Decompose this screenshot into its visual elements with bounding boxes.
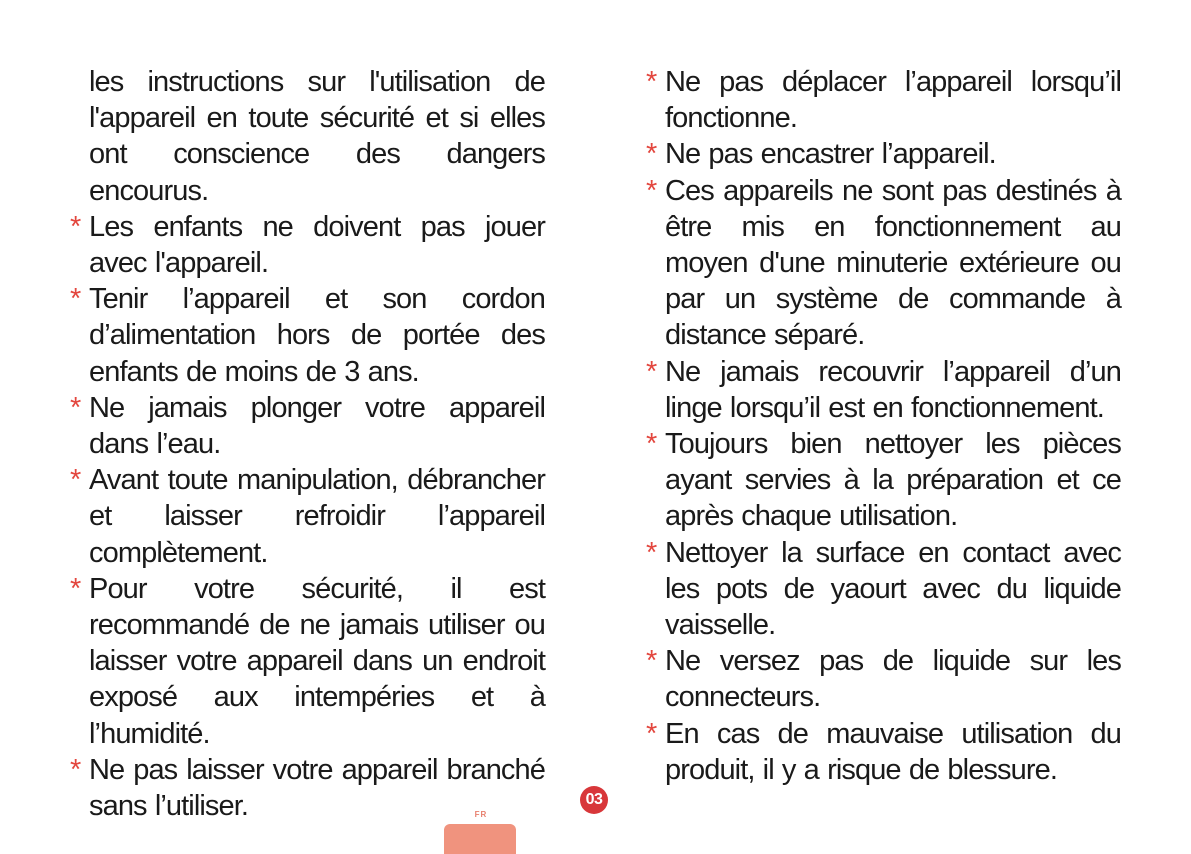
instruction-text: Ces appareils ne sont pas destinés à être mis en fonctionnement au moyen d'une minuterie extérieure ou par un système de commande à distance séparé. <box>665 174 1121 352</box>
instruction-item <box>70 64 545 209</box>
language-label: FR <box>474 810 488 819</box>
asterisk-bullet: * <box>646 428 657 461</box>
instruction-item <box>646 136 1121 172</box>
asterisk-bullet: * <box>70 572 81 605</box>
instruction-text: Ne jamais recouvrir l’appareil d’un linge lorsqu’il est en fonctionnement. <box>665 355 1121 424</box>
asterisk-bullet: * <box>70 283 81 316</box>
instruction-item <box>646 173 1121 354</box>
instruction-text: les instructions sur l'utilisation de l'appareil en toute sécurité et si elles ont conscience des dangers encourus. <box>89 66 545 207</box>
instruction-item <box>70 571 545 752</box>
asterisk-bullet: * <box>70 210 81 243</box>
asterisk-bullet: * <box>70 464 81 497</box>
page-number-badge: 03 <box>580 786 608 814</box>
instruction-item <box>646 643 1121 715</box>
instruction-text: Pour votre sécurité, il est recommandé de ne jamais utiliser ou laisser votre appareil dans un endroit exposé aux intempéries et à l’humidité. <box>89 572 545 750</box>
asterisk-bullet: * <box>646 536 657 569</box>
instruction-item <box>70 462 545 571</box>
instruction-text: Ne pas laisser votre appareil branché sans l’utiliser. <box>89 753 545 823</box>
instruction-item <box>646 535 1121 644</box>
asterisk-bullet: * <box>70 753 81 786</box>
instruction-text: Ne versez pas de liquide sur les connecteurs. <box>665 645 1121 714</box>
asterisk-bullet: * <box>646 645 657 678</box>
instruction-item <box>646 64 1121 136</box>
asterisk-bullet: * <box>646 174 657 207</box>
asterisk-bullet: * <box>646 66 657 98</box>
instruction-text: Les enfants ne doivent pas jouer avec l'appareil. <box>89 210 545 280</box>
instruction-text: Nettoyer la surface en contact avec les pots de yaourt avec du liquide vaisselle. <box>665 536 1121 642</box>
instruction-item <box>70 209 545 281</box>
asterisk-bullet: * <box>70 391 81 424</box>
instruction-item <box>646 354 1121 426</box>
instruction-text: En cas de mauvaise utilisation du produit, il y a risque de blessure. <box>665 717 1121 786</box>
instruction-text: Ne jamais plonger votre appareil dans l’eau. <box>89 391 545 461</box>
left-column <box>70 64 545 824</box>
asterisk-bullet: * <box>646 138 657 171</box>
instruction-text: Ne pas déplacer l’appareil lorsqu’il fonctionne. <box>665 66 1121 135</box>
instruction-item <box>70 390 545 462</box>
asterisk-bullet: * <box>646 717 657 750</box>
instruction-text: Ne pas encastrer l’appareil. <box>665 138 996 171</box>
instruction-item <box>646 716 1121 788</box>
asterisk-bullet: * <box>646 355 657 388</box>
instruction-text: Toujours bien nettoyer les pièces ayant servies à la préparation et ce après chaque utilisation. <box>665 428 1121 533</box>
instruction-text: Avant toute manipulation, débrancher et laisser refroidir l’appareil complètement. <box>89 464 545 569</box>
instruction-item <box>646 426 1121 535</box>
right-column <box>646 64 1121 788</box>
instruction-item <box>70 281 545 390</box>
instruction-text: Tenir l’appareil et son cordon d’alimentation hors de portée des enfants de moins de 3 ans. <box>89 283 545 388</box>
